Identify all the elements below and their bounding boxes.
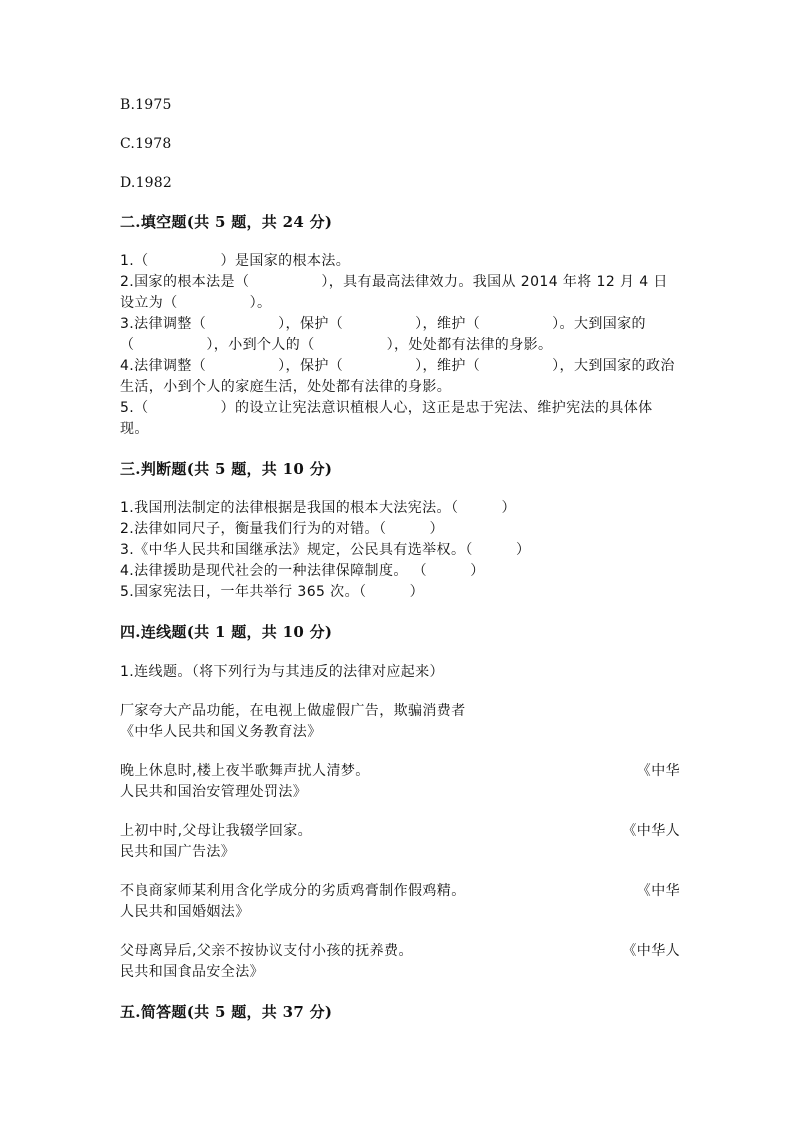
matching-item-3 — [120, 821, 680, 863]
choice-options — [120, 94, 680, 194]
section-matching-title: 四.连线题(共 1 题，共 10 分) — [120, 623, 333, 641]
matching-law-tail: 人民共和国治安管理处罚法》 — [120, 784, 308, 800]
matching-behavior: 父母离异后,父亲不按协议支付小孩的抚养费。 — [120, 943, 413, 959]
matching-item-5 — [120, 941, 680, 983]
matching-law-head: 《中华人 — [622, 823, 680, 839]
true-false-question-1: 1.我国刑法制定的法律根据是我国的根本大法宪法。（ ） — [120, 500, 516, 516]
section-short-answer-title: 五.简答题(共 5 题，共 37 分) — [120, 1003, 333, 1021]
matching-item-2 — [120, 761, 680, 803]
section-fill-blank-title: 二.填空题(共 5 题，共 24 分) — [120, 213, 333, 231]
matching-behavior: 厂家夸大产品功能，在电视上做虚假广告，欺骗消费者 — [120, 703, 466, 719]
matching-law-tail: 人民共和国婚姻法》 — [120, 904, 250, 920]
matching-intro: 1.连线题。（将下列行为与其违反的法律对应起来） — [120, 664, 444, 680]
fill-blank-question-4: 4.法律调整（ ），保护（ ），维护（ ），大到国家的政治生活，小到个人的家庭生活，处处都有法律的身影。 — [120, 358, 675, 395]
true-false-question-2: 2.法律如同尺子，衡量我们行为的对错。（ ） — [120, 521, 444, 537]
section-true-false-title: 三.判断题(共 5 题，共 10 分) — [120, 460, 333, 478]
true-false-questions — [120, 498, 680, 603]
matching-law-head: 《中华 — [636, 883, 680, 899]
exam-content — [120, 94, 680, 1041]
matching-law-tail: 《中华人民共和国义务教育法》 — [120, 724, 322, 740]
matching-item-1 — [120, 701, 680, 743]
option-d: D.1982 — [120, 175, 173, 191]
matching-law-head: 《中华人 — [622, 943, 680, 959]
fill-blank-question-1: 1.（ ）是国家的根本法。 — [120, 253, 351, 269]
matching-behavior: 上初中时,父母让我辍学回家。 — [120, 823, 313, 839]
matching-item-4 — [120, 881, 680, 923]
true-false-question-4: 4.法律援助是现代社会的一种法律保障制度。 （ ） — [120, 563, 485, 579]
matching-behavior: 不良商家师某利用含化学成分的劣质鸡膏制作假鸡精。 — [120, 883, 466, 899]
option-b: B.1975 — [120, 97, 172, 113]
matching-items — [120, 701, 680, 983]
option-c: C.1978 — [120, 136, 172, 152]
true-false-question-3: 3.《中华人民共和国继承法》规定，公民具有选举权。（ ） — [120, 542, 531, 558]
true-false-question-5: 5.国家宪法日，一年共举行 365 次。（ ） — [120, 584, 424, 600]
matching-law-tail: 民共和国广告法》 — [120, 844, 236, 860]
fill-blank-questions — [120, 251, 680, 440]
fill-blank-question-2: 2.国家的根本法是（ ），具有最高法律效力。我国从 2014 年将 12 月 4 日设立为（ ）。 — [120, 274, 668, 311]
matching-behavior: 晚上休息时,楼上夜半歌舞声扰人清梦。 — [120, 763, 370, 779]
matching-law-head: 《中华 — [636, 763, 680, 779]
fill-blank-question-5: 5.（ ）的设立让宪法意识植根人心，这正是忠于宪法、维护宪法的具体体现。 — [120, 400, 653, 437]
matching-law-tail: 民共和国食品安全法》 — [120, 964, 264, 980]
fill-blank-question-3: 3.法律调整（ ），保护（ ），维护（ ）。大到国家的（ ），小到个人的（ ），处处都有法律的身影。 — [120, 316, 646, 353]
